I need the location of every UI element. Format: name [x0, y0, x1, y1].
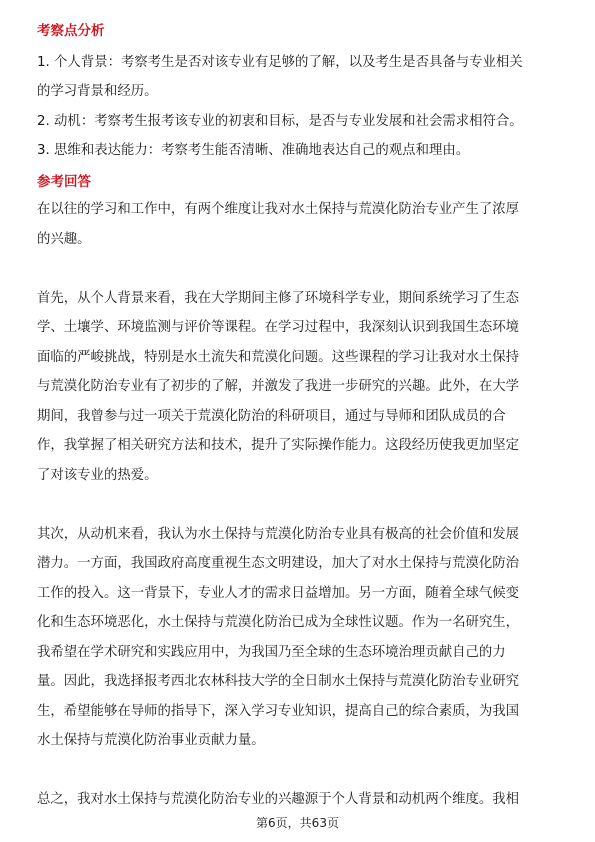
answer-p3-line-4: 化和生态环境恶化，水土保持与荒漠化防治已成为全球性议题。作为一名研究生， — [37, 615, 520, 630]
answer-p2-line-7: 了对该专业的热爱。 — [37, 468, 158, 483]
analysis-line-3: 2. 动机：考察考生报考该专业的初衷和目标，是否与专业发展和社会需求相符合。 — [37, 114, 523, 129]
answer-p2-line-1: 首先，从个人背景来看，我在大学期间主修了环境科学专业，期间系统学习了生态 — [37, 291, 520, 306]
page-number: 第6页，共63页 — [256, 816, 339, 830]
section-heading-answer: 参考回答 — [37, 174, 91, 190]
answer-p3-line-3: 工作的投入。这一背景下，专业人才的需求日益增加。另一方面，随着全球气候变 — [37, 586, 520, 601]
answer-p3-line-6: 量。因此，我选择报考西北农林科技大学的全日制水土保持与荒漠化防治专业研究 — [37, 674, 520, 689]
answer-p3-line-8: 水土保持与荒漠化防治事业贡献力量。 — [37, 733, 265, 748]
answer-p1-line-1: 在以往的学习和工作中，有两个维度让我对水土保持与荒漠化防治专业产生了浓厚 — [37, 202, 520, 217]
answer-p2-line-6: 作，我掌握了相关研究方法和技术，提升了实际操作能力。这段经历使我更加坚定 — [37, 438, 520, 453]
answer-p2-line-3: 面临的严峻挑战，特别是水土流失和荒漠化问题。这些课程的学习让我对水土保持 — [37, 350, 520, 365]
answer-p1-line-2: 的兴趣。 — [37, 232, 91, 247]
section-heading-analysis: 考察点分析 — [37, 23, 105, 39]
answer-p3-line-5: 我希望在学术研究和实践应用中，为我国乃至全球的生态环境治理贡献自己的力 — [37, 645, 506, 660]
answer-p3-line-1: 其次，从动机来看，我认为水土保持与荒漠化防治专业具有极高的社会价值和发展 — [37, 527, 520, 542]
answer-p2-line-5: 期间，我曾参与过一项关于荒漠化防治的科研项目，通过与导师和团队成员的合 — [37, 409, 506, 424]
answer-p2-line-4: 与荒漠化防治专业有了初步的了解，并激发了我进一步研究的兴趣。此外，在大学 — [37, 379, 520, 394]
answer-p2-line-2: 学、土壤学、环境监测与评价等课程。在学习过程中，我深刻认识到我国生态环境 — [37, 320, 520, 335]
answer-p3-line-7: 生，希望能够在导师的指导下，深入学习专业知识，提高自己的综合素质，为我国 — [37, 704, 520, 719]
analysis-line-2: 的学习背景和经历。 — [37, 84, 158, 99]
analysis-line-4: 3. 思维和表达能力：考察考生能否清晰、准确地表达自己的观点和理由。 — [37, 143, 470, 158]
analysis-line-1: 1. 个人背景：考察考生是否对该专业有足够的了解，以及考生是否具备与专业相关 — [37, 55, 523, 70]
answer-p3-line-2: 潜力。一方面，我国政府高度重视生态文明建设，加大了对水土保持与荒漠化防治 — [37, 556, 520, 571]
answer-p4-line-1: 总之，我对水土保持与荒漠化防治专业的兴趣源于个人背景和动机两个维度。我相 — [37, 792, 520, 807]
